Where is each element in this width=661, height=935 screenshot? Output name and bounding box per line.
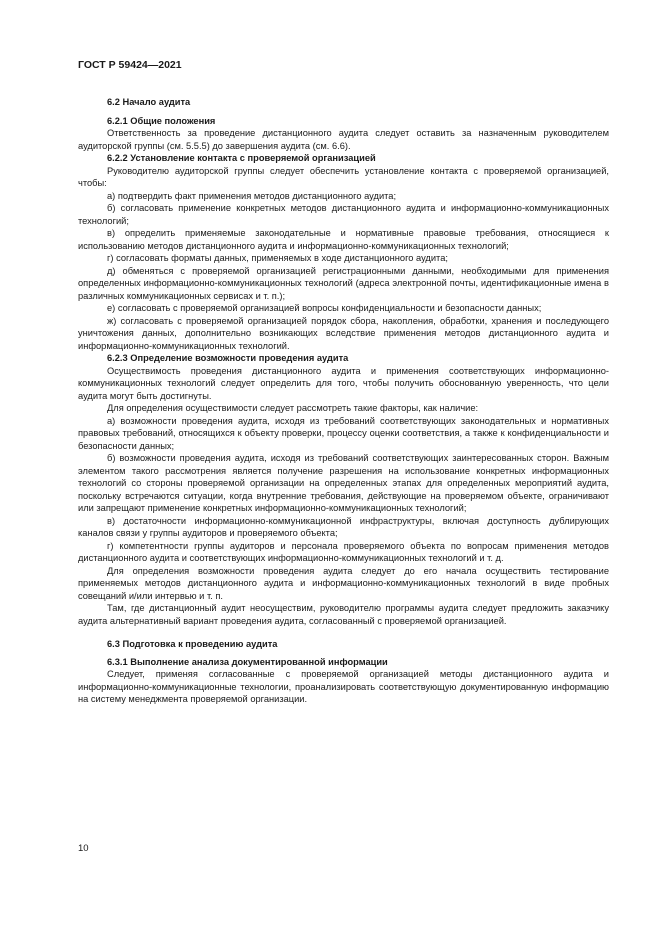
paragraph: Осуществимость проведения дистанционного аудита и применения соответствующих информационно-коммуникационных технологий следует определить для того, чтобы получить обоснованную уверенность, что цели аудита могут быть достигнуты. — [78, 365, 609, 401]
paragraph: Ответственность за проведение дистанционного аудита следует оставить за назначенным руководителем аудиторской группы (см. 5.5.5) до завершения аудита (см. 6.6). — [78, 128, 609, 151]
paragraph: д) обменяться с проверяемой организацией регистрационными данными, необходимыми для применения определенных информационно-коммуникационных технологий (адреса электронной почты, идентификационные имена в различных коммуникационных сервисах и т. п.); — [78, 265, 609, 301]
paragraph: б) согласовать применение конкретных методов дистанционного аудита и информационно-коммуникационных технологий; — [78, 203, 609, 226]
paragraph: б) возможности проведения аудита, исходя из требований соответствующих заинтересованных сторон. Важным элементом такого рассмотрения является получение разрешения на использование конкретных информационных технологий со стороны проверяемой организации на определенных этапах для определенных мероприятий аудита, поскольку встречаются ситуации, когда внутренние требования, действующие на проверяемом объекте, ограничивают или запрещают применение конкретных информационно-коммуникационных технологий; — [78, 453, 609, 513]
paragraph: г) компетентности группы аудиторов и персонала проверяемого объекта по вопросам применения методов дистанционного аудита и соответствующих информационно-коммуникационных технологий и т. д. — [78, 540, 609, 563]
document-code: ГОСТ Р 59424—2021 — [78, 59, 182, 71]
subsection-heading: 6.2.2 Установление контакта с проверяемой организацией — [107, 153, 376, 163]
paragraph: Для определения возможности проведения аудита следует до его начала осуществить тестирование применяемых методов дистанционного аудита и информационно-коммуникационных технологий в виде пробных совещаний и/или интервью и т. п. — [78, 565, 609, 601]
paragraph: ж) согласовать с проверяемой организацией порядок сбора, накопления, обработки, хранения и последующего уничтожения данных, дополнительно возникающих вследствие применения методов дистанционного аудита и информационно-коммуникационных технологий. — [78, 315, 609, 351]
paragraph: е) согласовать с проверяемой организацией вопросы конфиденциальности и безопасности данных; — [107, 303, 542, 313]
paragraph: в) достаточности информационно-коммуникационной инфраструктуры, включая доступность дублирующих каналов связи у группы аудиторов и проверяемого объекта; — [78, 515, 609, 538]
paragraph: Для определения осуществимости следует рассмотреть такие факторы, как наличие: — [107, 403, 479, 413]
page-number: 10 — [78, 843, 89, 854]
paragraph: а) подтвердить факт применения методов дистанционного аудита; — [107, 190, 397, 201]
paragraph: в) определить применяемые законодательные и нормативные правовые требования, относящиеся к использованию методов дистанционного аудита и информационно-коммуникационных технологий; — [78, 228, 609, 251]
subsection-heading: 6.2.1 Общие положения — [107, 115, 216, 126]
section-heading: 6.3 Подготовка к проведению аудита — [107, 639, 278, 649]
paragraph: Следует, применяя согласованные с проверяемой организацией методы дистанционного аудита и информационно-коммуникационные технологии, проанализировать соответствующую документированную информацию на систему менеджмента проверяемой организации. — [78, 669, 609, 704]
document-body — [78, 96, 609, 706]
section-heading: 6.2 Начало аудита — [107, 97, 191, 107]
subsection-heading: 6.2.3 Определение возможности проведения аудита — [107, 353, 349, 363]
subsection-heading: 6.3.1 Выполнение анализа документированной информации — [107, 656, 388, 667]
paragraph: г) согласовать форматы данных, применяемых в ходе дистанционного аудита; — [107, 253, 448, 263]
paragraph: а) возможности проведения аудита, исходя из требований соответствующих законодательных и нормативных правовых требований, относящихся к объекту проверки, процессу оценки соответствия, а также к конфиденциальности и безопасности данных; — [78, 415, 609, 451]
paragraph: Руководителю аудиторской группы следует обеспечить установление контакта с проверяемой организацией, чтобы: — [78, 165, 609, 188]
paragraph: Там, где дистанционный аудит неосуществим, руководителю программы аудита следует предложить заказчику аудита альтернативный вариант проведения аудита, согласованный с проверяемой организацией. — [78, 603, 609, 626]
